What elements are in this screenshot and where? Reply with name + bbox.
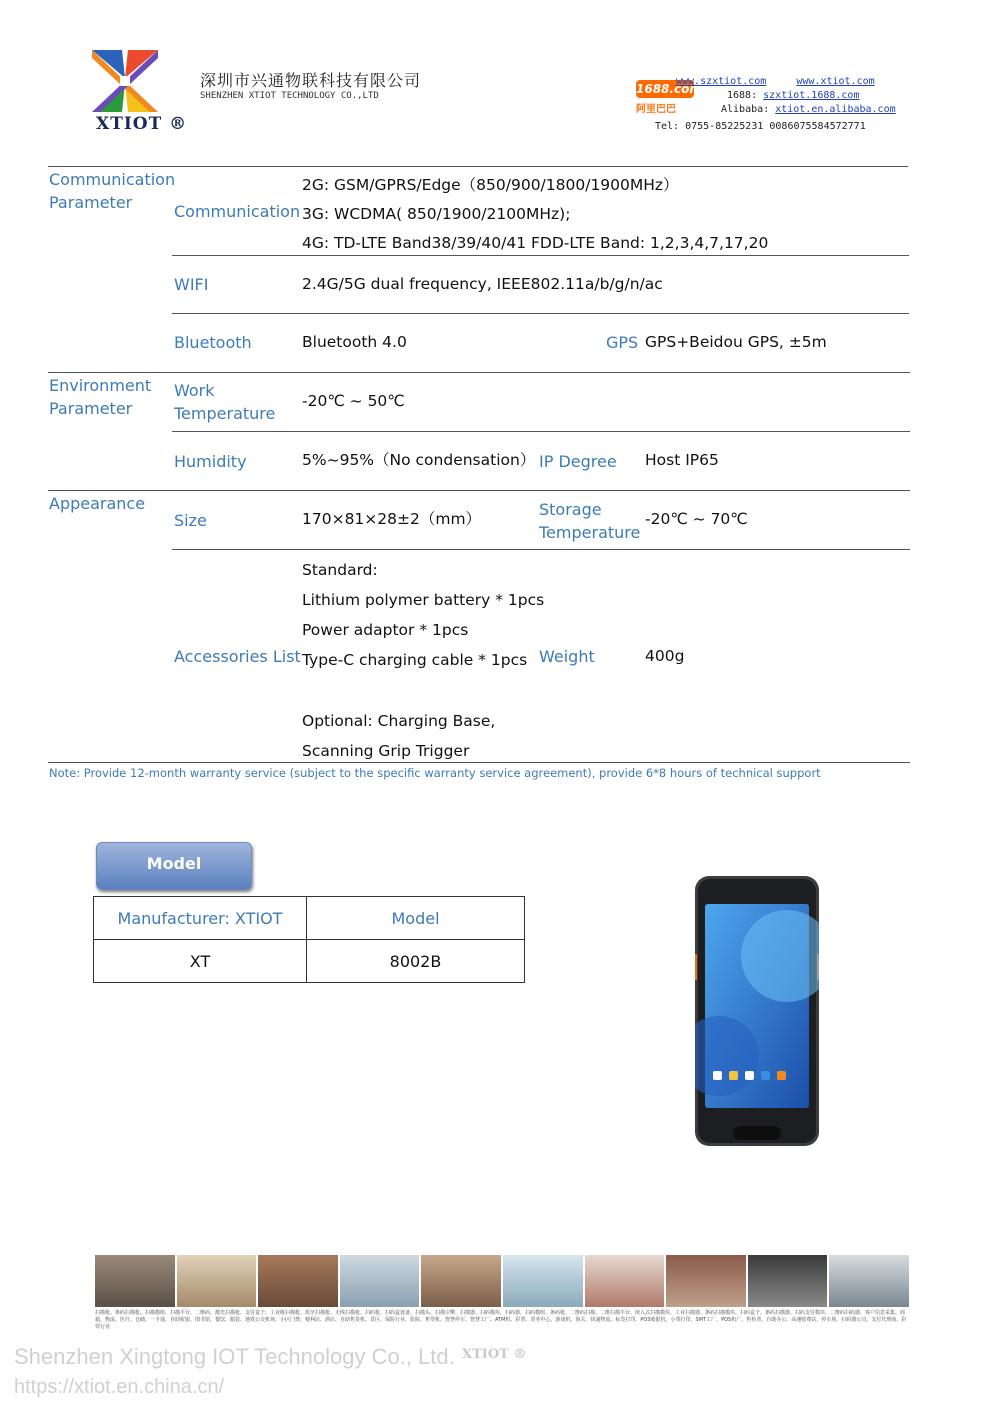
website-link-1[interactable]: www.szxtiot.com (676, 76, 767, 87)
company-name-cn: 深圳市兴通物联科技有限公司 (200, 71, 422, 90)
divider (48, 762, 910, 763)
table-row (94, 940, 525, 983)
section-communication: Communication Parameter (49, 170, 176, 212)
label-weight: Weight (539, 647, 595, 666)
label-alibaba: Alibaba: (721, 104, 770, 115)
section-environment: Environment Parameter (49, 376, 152, 418)
link-1688[interactable]: szxtiot.1688.com (763, 90, 860, 101)
label-1688: 1688: (727, 90, 758, 101)
divider (48, 372, 910, 373)
value-weight: 400g (645, 647, 685, 665)
app-photo (585, 1255, 665, 1307)
label-size: Size (174, 511, 207, 530)
label-accessories: Accessories List (174, 647, 301, 666)
badge-1688-logo: 1688.com (636, 82, 702, 96)
label-humidity: Humidity (174, 452, 247, 471)
app-photo (95, 1255, 175, 1307)
table-row (94, 897, 525, 940)
value-wifi: 2.4G/5G dual frequency, IEEE802.11a/b/g/n/ac (302, 275, 663, 293)
divider (172, 431, 910, 432)
label-storage-temperature: Storage Temperature (539, 500, 641, 542)
value-storage-temperature: -20℃ ~ 70℃ (645, 510, 748, 528)
app-photo (177, 1255, 257, 1307)
website-link-2[interactable]: www.xtiot.com (796, 76, 875, 87)
label-work-temperature: Work Temperature (174, 381, 276, 423)
value-work-temperature: -20℃ ~ 50℃ (302, 392, 405, 410)
value-4g: 4G: TD-LTE Band38/39/40/41 FDD-LTE Band: 1,2,3,4,7,17,20 (302, 234, 769, 252)
watermark-logo: XTIOT ® (462, 1347, 527, 1362)
header-manufacturer: Manufacturer: XTIOT (94, 897, 307, 940)
company-name-en: SHENZHEN XTIOT TECHNOLOGY CO.,LTD (200, 91, 379, 101)
divider (172, 549, 910, 550)
value-gps: GPS+Beidou GPS, ±5m (645, 333, 827, 351)
acc-item-adaptor: Power adaptor * 1pcs (302, 621, 469, 639)
divider (172, 313, 909, 314)
label-bluetooth: Bluetooth (174, 333, 252, 352)
app-photo (421, 1255, 501, 1307)
watermark-url: https://xtiot.en.china.cn/ (14, 1376, 225, 1398)
label-ip-degree: IP Degree (539, 452, 617, 471)
value-bluetooth: Bluetooth 4.0 (302, 333, 407, 351)
header-model: Model (307, 897, 525, 940)
app-photo (829, 1255, 909, 1307)
acc-item-cable: Type-C charging cable * 1pcs (302, 651, 528, 669)
label-gps: GPS (606, 333, 639, 352)
watermark-company: Shenzhen Xingtong IOT Technology Co., Ltd. (14, 1344, 455, 1369)
application-image-strip (95, 1255, 909, 1307)
app-photo (340, 1255, 420, 1307)
value-ip-degree: Host IP65 (645, 451, 719, 469)
device-image (695, 876, 819, 1146)
cell-model: 8002B (307, 940, 525, 983)
divider (48, 490, 910, 491)
row-alibaba (721, 104, 896, 115)
value-size: 170×81×28±2（mm） (302, 510, 482, 528)
acc-standard: Standard: (302, 561, 378, 579)
label-wifi: WIFI (174, 275, 209, 294)
app-photo (503, 1255, 583, 1307)
section-appearance: Appearance (49, 494, 146, 513)
acc-optional-2: Scanning Grip Trigger (302, 742, 470, 760)
telephone: Tel: 0755-85225231 0086075584572771 (655, 121, 866, 132)
warranty-note: Note: Provide 12-month warranty service (subject to the specific warranty service agreement), provide 6*8 hours of technical support (49, 766, 821, 780)
acc-item-battery: Lithium polymer battery * 1pcs (302, 591, 545, 609)
app-photo (748, 1255, 828, 1307)
company-logo (92, 50, 158, 112)
cell-manufacturer: XT (94, 940, 307, 983)
logo-text: XTIOT ® (96, 114, 188, 134)
model-button[interactable]: Model (96, 842, 252, 890)
app-photo (258, 1255, 338, 1307)
label-communication: Communication (174, 202, 301, 221)
keyword-fine-print: 扫描枪、条码扫描枪、扫描模组、扫描平台、二维码、激光扫描枪、支付盒子、工业级扫描枪、蓝牙扫描枪、无线扫描枪、扫码枪、扫码盒设备、扫描头、扫描引擎、扫描器、扫码模块、扫码器、扫码模组、条码枪、二维码扫描、二维扫描平台、嵌入式扫描模块、工业扫描器、条码扫描模块、扫码盒子、条码扫描器、扫码支付模块、二维码扫码器、客户信息采集、商超、物流、医疗、仓储、一卡通、自助收银、图书馆、餐饮、服装、地铁公交机场、小区门禁、便利店、酒店、自助售货机、景区、保险行业、影院、售票机、智慧停车、智慧工厂、ATM机、彩票、票务中心、游戏机、海关、快递物流、标签打印、POS收银机、小票打印、SMT工厂、POS机厂、售检票、自助办公、高速收费站、停车场、扫码器公司、支付代理商、彩票行业 (95, 1310, 907, 1330)
value-2g: 2G: GSM/GPRS/Edge（850/900/1800/1900MHz） (302, 176, 679, 194)
value-3g: 3G: WCDMA( 850/1900/2100MHz); (302, 205, 571, 223)
app-photo (666, 1255, 746, 1307)
acc-optional: Optional: Charging Base, (302, 712, 496, 730)
alibaba-logo: 阿里巴巴 (636, 104, 676, 115)
website-row (676, 76, 875, 87)
model-table (93, 896, 525, 983)
link-alibaba[interactable]: xtiot.en.alibaba.com (775, 104, 896, 115)
value-humidity: 5%~95%（No condensation） (302, 451, 536, 469)
divider (48, 166, 908, 167)
row-1688 (727, 90, 859, 101)
